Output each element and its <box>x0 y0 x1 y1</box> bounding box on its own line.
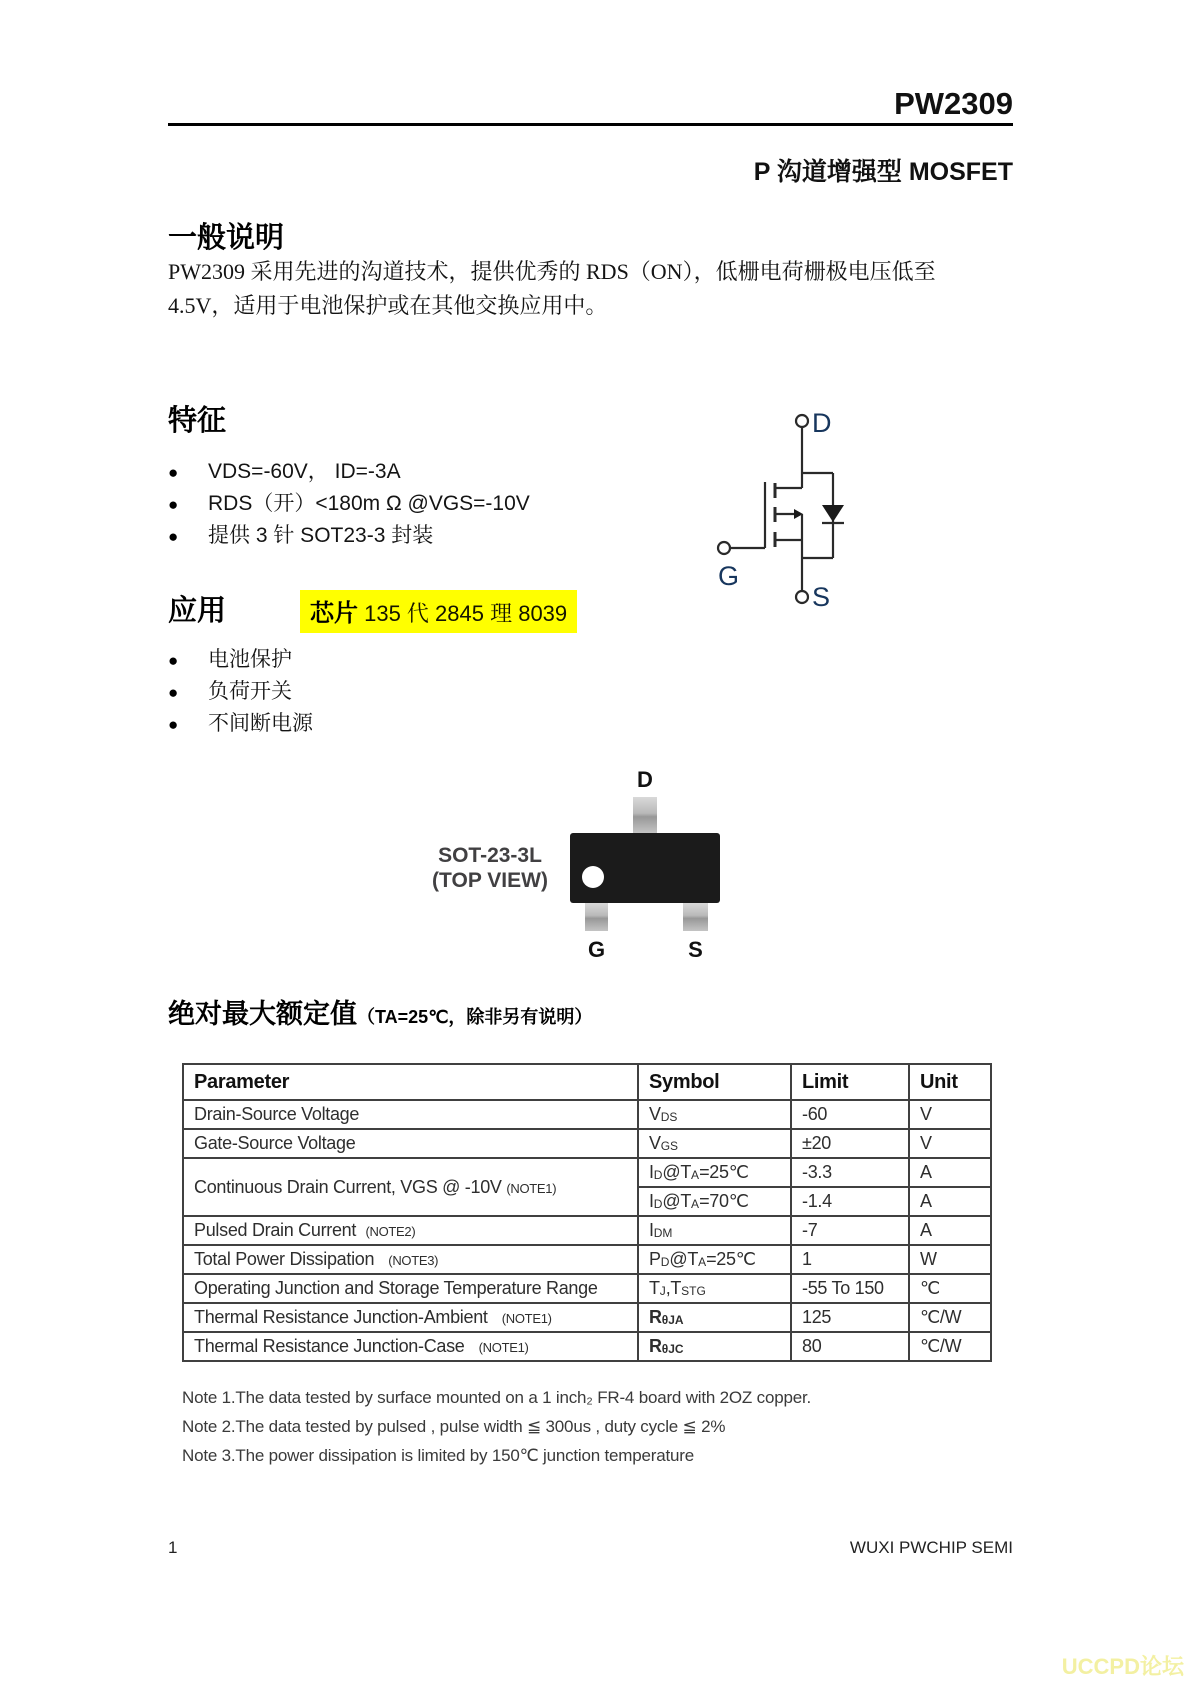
ratings-table-wrap <box>182 1063 992 1362</box>
limit-cell: ±20 <box>791 1129 909 1158</box>
drain-terminal-icon <box>796 415 808 427</box>
pin1-marker-icon <box>582 866 604 888</box>
table-row <box>183 1274 991 1303</box>
table-row <box>183 1129 991 1158</box>
applications-list <box>168 644 313 740</box>
limit-cell: -7 <box>791 1216 909 1245</box>
bullet-icon: ● <box>168 651 179 670</box>
bullet-icon: ● <box>168 463 179 482</box>
unit-cell: ℃/W <box>909 1332 991 1361</box>
source-terminal-icon <box>796 591 808 603</box>
forum-watermark: UCCPD论坛 <box>1061 1654 1184 1679</box>
unit-cell: V <box>909 1100 991 1129</box>
list-item <box>168 456 530 488</box>
abs-max-condition: （TA=25℃，除非另有说明） <box>357 1007 593 1027</box>
mosfet-symbol-diagram <box>700 385 870 615</box>
col-header-unit: Unit <box>909 1064 991 1100</box>
device-type-subtitle: P 沟道增强型 MOSFET <box>753 158 1013 186</box>
unit-cell: A <box>909 1158 991 1187</box>
note-1: Note 1.The data tested by surface mounted on a 1 inch₂ FR-4 board with 2OZ copper. <box>182 1388 812 1407</box>
symbol-cell: $P_D@T_A=25℃$ <box>638 1245 791 1274</box>
list-item <box>168 488 530 520</box>
note-2: Note 2.The data tested by pulsed , pulse width ≦ 300us , duty cycle ≦ 2% <box>182 1417 726 1436</box>
col-header-symbol: Symbol <box>638 1064 791 1100</box>
symbol-cell: $I_{DM}$ <box>638 1216 791 1245</box>
schematic-drain-label: D <box>812 408 832 438</box>
package-view: (TOP VIEW) <box>432 869 548 892</box>
table-row <box>183 1332 991 1361</box>
package-pin-gate <box>585 903 608 931</box>
features-list <box>168 456 530 552</box>
table-header-row <box>183 1064 991 1100</box>
unit-cell: A <box>909 1187 991 1216</box>
limit-cell: 1 <box>791 1245 909 1274</box>
table-row <box>183 1216 991 1245</box>
parameter-cell: Thermal Resistance Junction-Case (NOTE1) <box>183 1332 638 1361</box>
table-row <box>183 1245 991 1274</box>
table-notes <box>182 1383 811 1470</box>
application-text: 负荷开关 <box>208 679 292 703</box>
highlight-bold-text: 芯片 <box>310 600 358 627</box>
symbol-cell: $V_{GS}$ <box>638 1129 791 1158</box>
schematic-source-label: S <box>812 582 831 612</box>
package-name: SOT-23-3L <box>438 844 542 867</box>
general-description-heading: 一般说明 <box>168 222 285 254</box>
features-heading: 特征 <box>168 405 227 437</box>
note-3: Note 3.The power dissipation is limited by 150℃ junction temperature <box>182 1446 694 1465</box>
application-text: 不间断电源 <box>208 711 313 735</box>
package-pin-g-label: G <box>587 937 606 962</box>
feature-text: 提供 3 针 SOT23-3 封装 <box>208 524 434 547</box>
schematic-gate-label: G <box>718 561 740 591</box>
unit-cell: ℃ <box>909 1274 991 1303</box>
part-number-title: PW2309 <box>894 86 1013 121</box>
symbol-cell: $I_D@T_A=25℃$ <box>638 1158 791 1187</box>
symbol-cell: $R_{\theta JC}$ <box>638 1332 791 1361</box>
description-line-2: 4.5V，适用于电池保护或在其他交换应用中。 <box>168 293 608 318</box>
bullet-icon: ● <box>168 495 179 514</box>
list-item <box>168 708 313 740</box>
page-number: 1 <box>168 1538 178 1557</box>
table-row <box>183 1158 991 1187</box>
package-drawing <box>420 715 730 970</box>
list-item <box>168 644 313 676</box>
limit-cell: -3.3 <box>791 1158 909 1187</box>
table-row <box>183 1100 991 1129</box>
package-name-label <box>420 843 560 893</box>
unit-cell: W <box>909 1245 991 1274</box>
parameter-cell: Gate-Source Voltage <box>183 1129 638 1158</box>
bullet-icon: ● <box>168 715 179 734</box>
parameter-cell: Continuous Drain Current, VGS @ -10V (NOTE1) <box>183 1158 638 1216</box>
list-item <box>168 676 313 708</box>
unit-cell: ℃/W <box>909 1303 991 1332</box>
parameter-cell: Total Power Dissipation (NOTE3) <box>183 1245 638 1274</box>
limit-cell: 125 <box>791 1303 909 1332</box>
col-header-parameter: Parameter <box>183 1064 638 1100</box>
header-divider <box>168 123 1013 126</box>
highlight-rest-text: 135 代 2845 理 8039 <box>358 601 568 626</box>
limit-cell: 80 <box>791 1332 909 1361</box>
symbol-cell: $V_{DS}$ <box>638 1100 791 1129</box>
bullet-icon: ● <box>168 527 179 546</box>
company-name: WUXI PWCHIP SEMI <box>849 1538 1013 1557</box>
symbol-cell: $R_{\theta JA}$ <box>638 1303 791 1332</box>
limit-cell: -60 <box>791 1100 909 1129</box>
abs-max-heading <box>168 992 592 1031</box>
highlighted-annotation <box>300 590 577 633</box>
package-pin-drain <box>633 797 657 833</box>
parameter-cell: Thermal Resistance Junction-Ambient (NOTE1) <box>183 1303 638 1332</box>
list-item <box>168 520 530 552</box>
applications-heading: 应用 <box>168 595 227 627</box>
unit-cell: A <box>909 1216 991 1245</box>
body-diode-icon <box>822 505 844 522</box>
bullet-icon: ● <box>168 683 179 702</box>
parameter-cell: Pulsed Drain Current (NOTE2) <box>183 1216 638 1245</box>
application-text: 电池保护 <box>208 647 292 671</box>
symbol-cell: $I_D@T_A=70℃$ <box>638 1187 791 1216</box>
abs-max-heading-text: 绝对最大额定值 <box>168 999 357 1029</box>
package-pin-d-label: D <box>637 767 653 792</box>
feature-text: RDS（开）<180m Ω @VGS=-10V <box>208 492 530 515</box>
limit-cell: -1.4 <box>791 1187 909 1216</box>
symbol-cell: $T_J,T_{STG}$ <box>638 1274 791 1303</box>
unit-cell: V <box>909 1129 991 1158</box>
limit-cell: -55 To 150 <box>791 1274 909 1303</box>
abs-max-table <box>182 1063 992 1362</box>
general-description-text <box>168 255 968 323</box>
package-pin-source <box>683 903 708 931</box>
table-row <box>183 1303 991 1332</box>
parameter-cell: Drain-Source Voltage <box>183 1100 638 1129</box>
description-line-1: PW2309 采用先进的沟道技术，提供优秀的 RDS（ON），低栅电荷栅极电压低至 <box>168 259 936 284</box>
parameter-cell: Operating Junction and Storage Temperature Range <box>183 1274 638 1303</box>
col-header-limit: Limit <box>791 1064 909 1100</box>
gate-terminal-icon <box>718 542 730 554</box>
package-body <box>570 833 720 903</box>
package-pin-s-label: S <box>688 937 703 962</box>
feature-text: VDS=-60V， ID=-3A <box>208 460 401 483</box>
